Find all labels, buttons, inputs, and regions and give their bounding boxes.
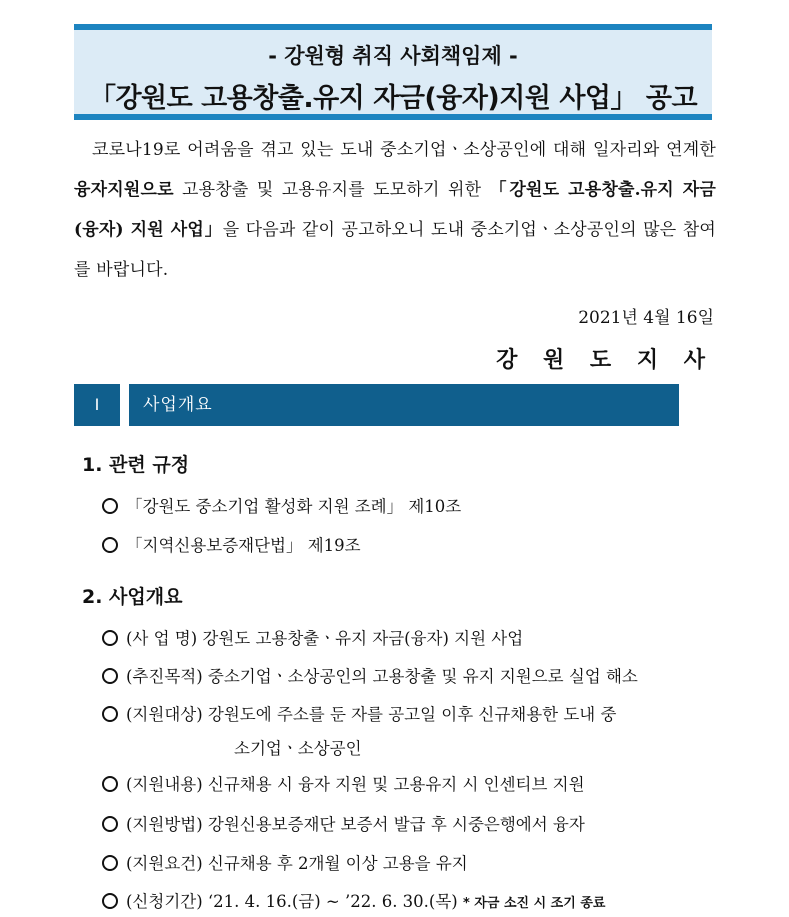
intro-text-3: 을 다음과 같이 공고하오니 도내 중소기업ㆍ소상공인의 많은 참여를 바랍니다.: [74, 220, 716, 280]
overview-heading: 2. 사업개요: [82, 586, 183, 608]
list-item: (사 업 명) 강원도 고용창출ㆍ유지 자금(융자) 지원 사업: [102, 625, 523, 649]
list-item: (신청기간) ‘21. 4. 16.(금) ~ ’22. 6. 30.(목) * 자금 소진 시 조기 종료: [102, 888, 605, 912]
circle-bullet-icon: [102, 893, 118, 909]
intro-bold-1: 융자지원으로: [74, 180, 174, 200]
intro-bold-2: 「강원도 고용창출.유지 자금(융자) 지원 사업」: [74, 180, 716, 240]
list-item: (지원방법) 강원신용보증재단 보증서 발급 후 시중은행에서 융자: [102, 811, 585, 835]
circle-bullet-icon: [102, 498, 118, 514]
title-box: [74, 24, 712, 120]
list-item: (추진목적) 중소기업ㆍ소상공인의 고용창출 및 유지 지원으로 실업 해소: [102, 663, 638, 687]
list-item-continuation: 소기업ㆍ소상공인: [234, 739, 362, 758]
circle-bullet-icon: [102, 706, 118, 722]
circle-bullet-icon: [102, 776, 118, 792]
intro-text-1: 코로나19로 어려움을 겪고 있는 도내 중소기업ㆍ소상공인에 대해 일자리와 연계한: [92, 140, 716, 160]
circle-bullet-icon: [102, 855, 118, 871]
page-title: 「강원도 고용창출.유지 자금(융자)지원 사업」 공고: [88, 83, 698, 114]
signer: 강 원 도 지 사: [496, 347, 714, 373]
circle-bullet-icon: [102, 630, 118, 646]
regulations-heading: 1. 관련 규정: [82, 454, 190, 476]
circle-bullet-icon: [102, 816, 118, 832]
list-item: (지원내용) 신규채용 시 융자 지원 및 고용유지 시 인센티브 지원: [102, 771, 585, 795]
section-number: Ⅰ: [74, 384, 120, 426]
intro-text-2: 고용창출 및 고용유지를 도모하기 위한: [173, 180, 490, 200]
list-item: (지원대상) 강원도에 주소를 둔 자를 공고일 이후 신규채용한 도내 중: [102, 701, 616, 725]
list-item: 「강원도 중소기업 활성화 지원 조례」 제10조: [102, 493, 461, 517]
list-item: 「지역신용보증재단법」 제19조: [102, 532, 361, 556]
subtitle: - 강원형 취직 사회책임제 -: [268, 44, 518, 68]
period-note: * 자금 소진 시 조기 종료: [462, 896, 606, 911]
circle-bullet-icon: [102, 537, 118, 553]
list-item: (지원요건) 신규채용 후 2개월 이상 고용을 유지: [102, 850, 468, 874]
announcement-date: 2021년 4월 16일: [578, 308, 714, 328]
circle-bullet-icon: [102, 668, 118, 684]
intro-paragraph: [74, 130, 716, 290]
section-title: 사업개요: [129, 384, 679, 426]
